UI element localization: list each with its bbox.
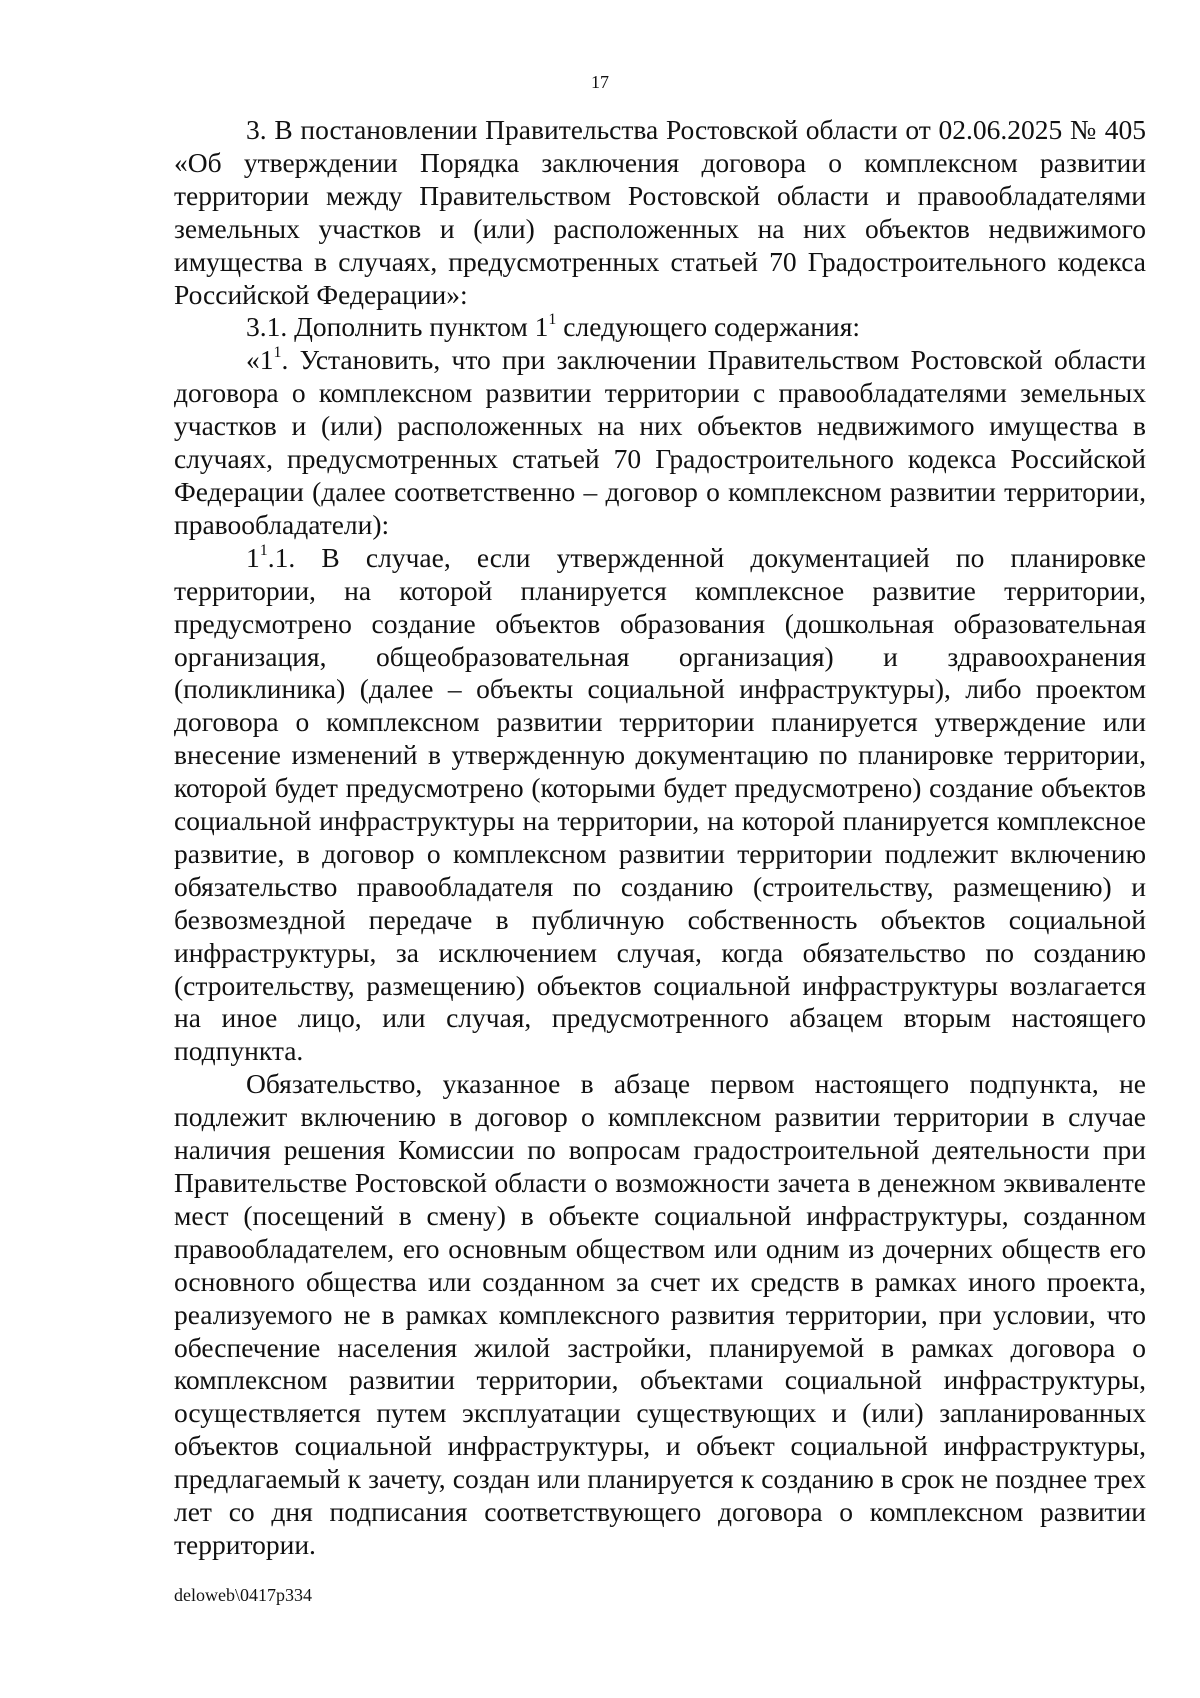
paragraph-text-end: . Установить, что при заключении Правительством Ростовской области договора о комплексном развитии территории с правообладателями земельных участков и (или) расположенных на них объектов недвижимого имущества в случаях, предусмотренных статьей 70 Градостроительного кодекса Российской Федерации (далее соответственно – договор о комплексном развитии территории, правообладатели): [174, 344, 1146, 540]
page-number: 17 [591, 72, 609, 92]
document-body [174, 114, 1146, 1562]
superscript-index: 1 [273, 344, 282, 362]
superscript-index: 1 [259, 541, 268, 559]
paragraph-text-start: 1 [246, 541, 260, 573]
paragraph-text-end: следующего содержания: [556, 311, 860, 343]
paragraph-subitem-1-1 [174, 542, 1146, 1069]
paragraph-text-start: 3.1. Дополнить пунктом 1 [246, 311, 549, 343]
document-code: deloweb\0417p334 [174, 1585, 312, 1605]
paragraph-obligation: Обязательство, указанное в абзаце первом настоящего подпункта, не подлежит включению в договор о комплексном развитии территории в случае наличия решения Комиссии по вопросам градостроительной деятельности при Правительстве Ростовской области о возможности зачета в денежном эквиваленте мест (посещений в смену) в объекте социальной инфраструктуры, созданном правообладателем, его основным обществом или одним из дочерних обществ его основного общества или созданном за счет их средств в рамках иного проекта, реализуемого не в рамках комплексного развития территории, при условии, что обеспечение населения жилой застройки, планируемой в рамках договора о комплексном развитии территории, объектами социальной инфраструктуры, осуществляется путем эксплуатации существующих и (или) запланированных объектов социальной инфраструктуры, и объект социальной инфраструктуры, предлагаемый к зачету, создан или планируется к созданию в срок не позднее трех лет со дня подписания соответствующего договора о комплексном развитии территории. [174, 1068, 1146, 1560]
paragraph-add-item [174, 311, 1146, 344]
paragraph-text-end: .1. В случае, если утвержденной документацией по планировке территории, на которой планируется комплексное развитие территории, предусмотрено создание объектов образования (дошкольная образовательная организация, общеобразовательная организация) и здравоохранения (поликлиника) (далее – объекты социальной инфраструктуры), либо проектом договора о комплексном развитии территории планируется утверждение или внесение изменений в утвержденную документацию по планировке территории, которой будет предусмотрено (которыми будет предусмотрено) создание объектов социальной инфраструктуры на территории, на которой планируется комплексное развитие, в договор о комплексном развитии территории подлежит включению обязательство правообладателя по созданию (строительству, размещению) и безвозмездной передаче в публичную собственность объектов социальной инфраструктуры, за исключением случая, когда обязательство по созданию (строительству, размещению) объектов социальной инфраструктуры возлагается на иное лицо, или случая, предусмотренного абзацем вторым настоящего подпункта. [174, 541, 1146, 1067]
superscript-index: 1 [548, 311, 557, 329]
paragraph-establish [174, 344, 1146, 541]
paragraph-text-start: «1 [246, 344, 274, 376]
paragraph-resolution-amendment: 3. В постановлении Правительства Ростовской области от 02.06.2025 № 405 «Об утверждении Порядка заключения договора о комплексном развитии территории между Правительством Ростовской области и правообладателями земельных участков и (или) расположенных на них объектов недвижимого имущества в случаях, предусмотренных статьей 70 Градостроительного кодекса Российской Федерации»: [174, 114, 1146, 310]
